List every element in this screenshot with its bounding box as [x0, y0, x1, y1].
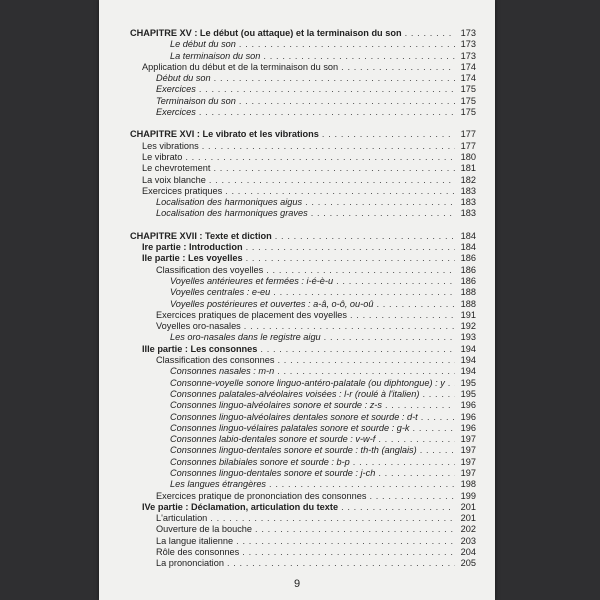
toc-entry — [130, 558, 476, 569]
leader-dots — [275, 231, 455, 242]
toc-entry — [130, 141, 476, 152]
leader-dots — [341, 502, 455, 513]
toc-entry — [130, 84, 476, 95]
toc-entry — [130, 310, 476, 321]
toc-page-number: 197 — [460, 456, 476, 467]
toc-entry-title: CHAPITRE XV : Le début (ou attaque) et la terminaison du son — [130, 28, 402, 38]
toc-entry — [130, 457, 476, 468]
toc-page-number: 195 — [460, 377, 476, 388]
leader-dots — [448, 378, 455, 389]
leader-dots — [277, 355, 455, 366]
leader-dots — [246, 242, 455, 253]
toc-entry-title: Début du son — [156, 73, 211, 84]
toc-entry-title: Ouverture de la bouche — [156, 524, 253, 535]
toc-entry-title: La prononciation — [156, 558, 224, 569]
toc-entry — [130, 163, 476, 174]
toc-entry-title: Voyelles centrales : e-eu — [170, 287, 271, 298]
toc-entry — [130, 107, 476, 118]
toc-entry-title: Localisation des harmoniques graves — [156, 208, 308, 219]
toc-entry — [130, 197, 476, 208]
toc-entry — [130, 468, 476, 479]
leader-dots — [225, 186, 455, 197]
toc-entry-title: Le chevrotement — [142, 163, 211, 174]
toc-entry-title: Consonnes nasales : m-n — [170, 366, 275, 377]
toc-entry — [130, 152, 476, 163]
toc-page-number: 197 — [460, 467, 476, 478]
toc-page-number: 196 — [460, 411, 476, 422]
leader-dots — [239, 96, 455, 107]
toc-entry-title: IIIe partie : Les consonnes — [142, 343, 258, 354]
toc-entry-title: Le début du son — [170, 39, 236, 50]
toc-entry — [130, 378, 476, 389]
toc-entry-title: La langue italienne — [156, 535, 234, 546]
toc-entry-title: La terminaison du son — [170, 50, 261, 61]
leader-dots — [214, 73, 455, 84]
toc-page-number: 196 — [460, 400, 476, 411]
toc-entry-title: Voyelles oro-nasales — [156, 321, 241, 332]
toc-entry — [130, 62, 476, 73]
toc-entry — [130, 479, 476, 490]
toc-page-number: 203 — [460, 535, 476, 546]
toc-page-number: 173 — [460, 28, 476, 38]
leader-dots — [405, 28, 455, 39]
leader-dots — [236, 536, 455, 547]
leader-dots — [266, 265, 455, 276]
toc-page-number: 188 — [460, 287, 476, 298]
toc-page-number: 184 — [460, 230, 476, 241]
leader-dots — [311, 208, 455, 219]
toc-entry — [130, 39, 476, 50]
toc-entry-title: Consonnes palatales-alvéolaires voisées : l-r (roulé à l'italien) — [170, 388, 420, 399]
leader-dots — [341, 62, 455, 73]
leader-dots — [202, 141, 455, 152]
toc-entry-title: Exercices — [156, 107, 196, 118]
toc-entry — [130, 96, 476, 107]
leader-dots — [227, 558, 455, 569]
toc-page-number: 177 — [460, 129, 476, 140]
toc-entry — [130, 491, 476, 502]
leader-dots — [336, 276, 455, 287]
toc-entry — [130, 547, 476, 558]
leader-dots — [369, 491, 455, 502]
toc-entry-title: Les vibrations — [142, 140, 199, 151]
toc-page-number: 175 — [460, 107, 476, 118]
leader-dots — [239, 39, 455, 50]
toc-entry-title: CHAPITRE XVII : Texte et diction — [130, 230, 272, 241]
toc-page-number: 177 — [460, 140, 476, 151]
toc-entry — [130, 524, 476, 535]
toc-entry-title: IVe partie : Déclamation, articulation du texte — [142, 501, 339, 512]
leader-dots — [353, 457, 455, 468]
toc-entry — [130, 51, 476, 62]
toc-entry-title: Consonnes labio-dentales sonore et sourde : v-w-f — [170, 434, 376, 445]
leader-dots — [277, 366, 455, 377]
leader-dots — [244, 321, 455, 332]
leader-dots — [350, 310, 455, 321]
leader-dots — [260, 344, 455, 355]
toc-page-number: 173 — [460, 50, 476, 61]
toc-page-number: 175 — [460, 84, 476, 95]
leader-dots — [273, 287, 455, 298]
chapter-spacer — [130, 118, 476, 129]
toc-entry — [130, 536, 476, 547]
toc-entry-title: Consonnes linguo-vélaires palatales sonore et sourde : g-k — [170, 422, 410, 433]
toc-entry-title: Les oro-nasales dans le registre aigu — [170, 332, 321, 343]
toc-page-number: 181 — [460, 163, 476, 174]
toc-entry — [130, 186, 476, 197]
leader-dots — [421, 412, 455, 423]
toc-entry-title: Voyelles postérieures et ouvertes : a-â, o-ô, ou-oû — [170, 298, 374, 309]
toc-entry-title: Terminaison du son — [156, 95, 236, 106]
toc-entry-title: Exercices — [156, 84, 196, 95]
toc-entry — [130, 355, 476, 366]
toc-page-number: 183 — [460, 208, 476, 219]
toc-entry-title: Application du début et de la terminaison du son — [142, 61, 339, 72]
toc-entry — [130, 389, 476, 400]
toc-entry — [130, 73, 476, 84]
part-heading — [130, 242, 476, 253]
toc-entry — [130, 400, 476, 411]
toc-page-number: 194 — [460, 343, 476, 354]
toc-entry-title: Consonnes linguo-alvéolaires sonore et sourde : z-s — [170, 400, 382, 411]
page-number: 9 — [293, 578, 301, 590]
toc-entry-title: Les langues étrangères — [170, 479, 267, 490]
toc-entry — [130, 366, 476, 377]
toc-entry-title: Ire partie : Introduction — [142, 242, 243, 253]
toc-entry-title: Classification des voyelles — [156, 264, 264, 275]
chapter-heading — [130, 231, 476, 242]
toc-entry-title: Consonnes linguo-dentales sonore et sourde : th-th (anglais) — [170, 445, 417, 456]
toc-entry-title: Consonnes linguo-alvéolaires dentales sonore et sourde : d-t — [170, 411, 418, 422]
toc-entry-title: Le vibrato — [142, 151, 183, 162]
toc-page-number: 204 — [460, 547, 476, 558]
leader-dots — [210, 513, 455, 524]
toc-entry-title: Localisation des harmoniques aigus — [156, 197, 303, 208]
toc-entry-title: Voyelles antérieures et fermées : i-é-è-u — [170, 275, 334, 286]
toc-entry — [130, 412, 476, 423]
table-of-contents — [130, 28, 476, 570]
leader-dots — [199, 84, 455, 95]
toc-page-number: 195 — [460, 388, 476, 399]
toc-entry — [130, 513, 476, 524]
toc-entry-title: Rôle des consonnes — [156, 547, 240, 558]
part-heading — [130, 502, 476, 513]
chapter-spacer — [130, 220, 476, 231]
toc-page-number: 202 — [460, 524, 476, 535]
toc-page-number: 180 — [460, 151, 476, 162]
leader-dots — [413, 423, 455, 434]
leader-dots — [305, 197, 455, 208]
toc-page-number: 193 — [460, 332, 476, 343]
toc-page-number: 183 — [460, 197, 476, 208]
toc-page-number: 197 — [460, 434, 476, 445]
toc-entry — [130, 265, 476, 276]
leader-dots — [263, 51, 455, 62]
leader-dots — [376, 299, 455, 310]
toc-entry-title: Consonne-voyelle sonore linguo-antéro-palatale (ou diphtongue) : y — [170, 377, 445, 388]
toc-entry-title: La voix blanche — [142, 174, 206, 185]
leader-dots — [378, 468, 455, 479]
toc-entry-title: Classification des consonnes — [156, 355, 275, 366]
toc-page-number: 174 — [460, 73, 476, 84]
leader-dots — [185, 152, 455, 163]
toc-page-number: 183 — [460, 185, 476, 196]
leader-dots — [422, 389, 455, 400]
toc-page-number: 186 — [460, 253, 476, 264]
leader-dots — [385, 400, 455, 411]
leader-dots — [199, 107, 455, 118]
toc-entry-title: Exercices pratique de prononciation des consonnes — [156, 490, 367, 501]
leader-dots — [213, 163, 455, 174]
toc-page-number: 198 — [460, 479, 476, 490]
toc-entry — [130, 276, 476, 287]
toc-entry — [130, 287, 476, 298]
toc-page-number: 184 — [460, 242, 476, 253]
toc-entry — [130, 445, 476, 456]
toc-entry-title: Exercices pratiques de placement des voyelles — [156, 309, 347, 320]
leader-dots — [420, 445, 455, 456]
toc-page-number: 182 — [460, 174, 476, 185]
toc-page-number: 205 — [460, 558, 476, 569]
toc-page-number: 192 — [460, 321, 476, 332]
toc-page-number: 194 — [460, 366, 476, 377]
toc-entry — [130, 175, 476, 186]
toc-page-number: 173 — [460, 39, 476, 50]
toc-page-number: 199 — [460, 490, 476, 501]
toc-entry — [130, 434, 476, 445]
leader-dots — [255, 524, 455, 535]
toc-page-number: 191 — [460, 309, 476, 320]
leader-dots — [242, 547, 455, 558]
toc-entry-title: Consonnes bilabiales sonore et sourde : b-p — [170, 456, 350, 467]
toc-entry-title: IIe partie : Les voyelles — [142, 253, 243, 264]
toc-entry-title: Exercices pratiques — [142, 185, 223, 196]
part-heading — [130, 253, 476, 264]
toc-page-number: 194 — [460, 355, 476, 366]
toc-page-number: 174 — [460, 61, 476, 72]
part-heading — [130, 344, 476, 355]
leader-dots — [322, 129, 455, 140]
chapter-heading — [130, 28, 476, 39]
toc-entry — [130, 299, 476, 310]
toc-page-number: 186 — [460, 264, 476, 275]
toc-page-number: 196 — [460, 422, 476, 433]
toc-page-number: 175 — [460, 95, 476, 106]
toc-entry-title: L'articulation — [156, 513, 208, 524]
toc-entry — [130, 423, 476, 434]
toc-page-number: 201 — [460, 501, 476, 512]
leader-dots — [246, 253, 455, 264]
leader-dots — [378, 434, 455, 445]
toc-page-number: 201 — [460, 513, 476, 524]
toc-entry-title: Consonnes linguo-dentales sonore et sourde : j-ch — [170, 467, 376, 478]
toc-entry — [130, 321, 476, 332]
toc-entry — [130, 208, 476, 219]
toc-page-number: 186 — [460, 275, 476, 286]
chapter-heading — [130, 129, 476, 140]
leader-dots — [269, 479, 455, 490]
toc-page-number: 197 — [460, 445, 476, 456]
leader-dots — [324, 332, 455, 343]
leader-dots — [209, 175, 455, 186]
toc-entry — [130, 332, 476, 343]
toc-entry-title: CHAPITRE XVI : Le vibrato et les vibrations — [130, 129, 319, 140]
toc-page-number: 188 — [460, 298, 476, 309]
